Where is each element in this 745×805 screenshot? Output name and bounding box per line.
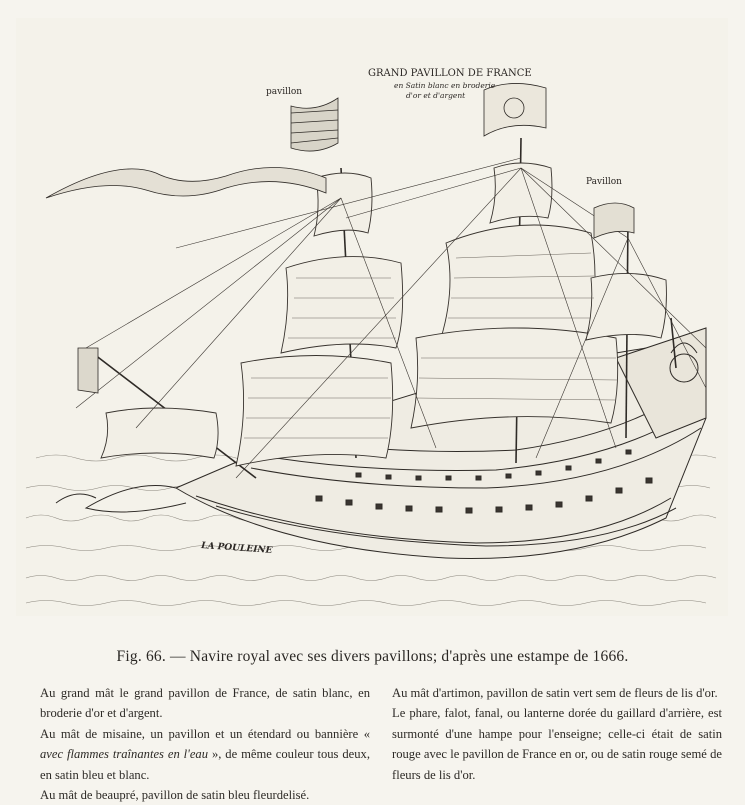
flag-label-grand-sub2: d'or et d'argent <box>406 91 466 100</box>
flag-label-grand-sub1: en Satin blanc en broderie <box>394 81 496 90</box>
streamer-pennant <box>46 167 326 198</box>
figure-caption: Fig. 66. — Navire royal avec ses divers pavillons; d'après une estampe de 1666. <box>116 648 629 665</box>
paragraph: Au grand mât le grand pavillon de France, de satin blanc, en broderie d'or et d'argent. <box>40 686 370 721</box>
paragraph: Au mât de misaine, un pavillon et un étendard ou bannière « avec flammes traînantes en l'eau », de même couleur tous deux, en satin bleu et blanc. <box>40 726 370 782</box>
bow-label: LA POULEINE <box>200 541 273 556</box>
ship-engraving <box>16 18 728 616</box>
paragraph: Au mât d'artimon, pavillon de satin vert sem de fleurs de lis d'or. <box>392 686 718 700</box>
flag-label-pavillon-right: Pavillon <box>586 177 622 187</box>
flag-label-grand-title: GRAND PAVILLON DE FRANCE <box>368 68 532 79</box>
text-column-right <box>392 683 722 785</box>
paragraph: Le phare, falot, fanal, ou lanterne dorée du gaillard d'arrière, est surmonté d'une hampe pour l'enseigne; celle-ci était de satin rouge avec le pavillon de France en or, ou de satin rouge semé de fleurs de lis d'or. <box>392 706 722 782</box>
flag-label-pavillon-left: pavillon <box>266 87 303 97</box>
engraving-plate <box>16 18 728 616</box>
paragraph: Au mât de beaupré, pavillon de satin bleu fleurdelisé. <box>40 788 310 803</box>
text-column-left <box>40 683 370 805</box>
